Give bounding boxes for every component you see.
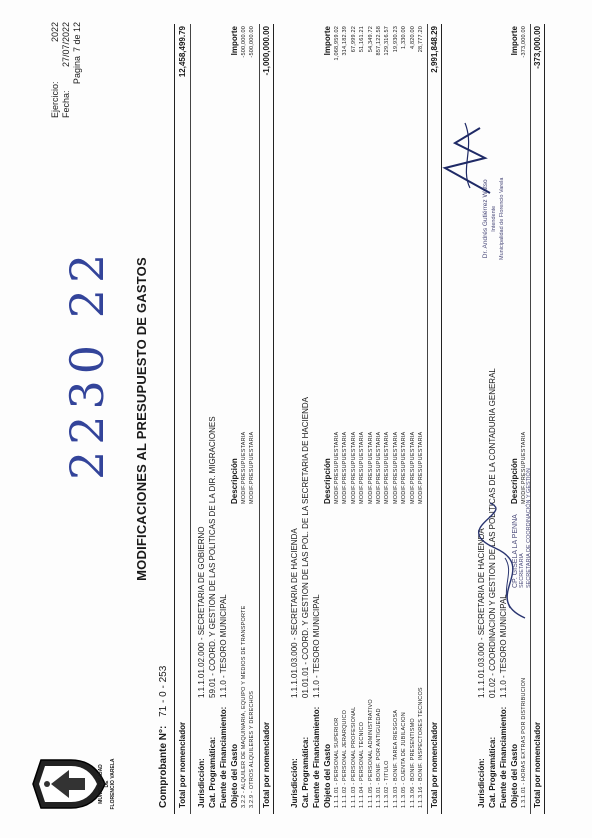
ejercicio-row: Ejercicio: 2022	[50, 22, 60, 118]
objeto-cell: 1.1.3.06 - BONIF. PRESENTISMO	[409, 718, 416, 808]
jurisdiccion-value: 1.1.1.01.02.000 - SECRETARIA DE GOBIERNO	[197, 526, 206, 698]
organization-name: MUNICIPALIDAD DE FLORENCIO VARELA	[98, 758, 116, 810]
objeto-header: Objeto del Gasto	[510, 743, 519, 808]
descripcion-cell: MODIF.PRESUPUESTARIA	[350, 431, 357, 504]
objeto-cell: 1.1.1.02 - PERSONAL JERARQUICO	[342, 709, 349, 808]
objeto-cell: 1.1.3.05 - CUENTA DE JUBILACION	[401, 712, 408, 808]
cat-programatica-value: 01.02 - COORDINACION Y GESTION DE LAS POLITICAS DE LA CONTADURIA GENERAL	[488, 368, 497, 698]
objeto-cell: 1.1.3.01 - BONIF. POR ANTIGUEDAD	[376, 708, 382, 808]
descripcion-cell: MODIF.PRESUPUESTARIA	[521, 431, 527, 504]
page-title: MODIFICACIONES AL PRESUPUESTO DE GASTOS	[134, 257, 149, 581]
importe-cell: 129,316.57	[384, 26, 391, 56]
cat-programatica-value: 01.01.01 - COORD. Y GESTION DE LAS POL. DE LA SECRETARIA DE HACIENDA	[301, 397, 310, 698]
fecha-row: Fecha: 27/07/2022	[61, 22, 71, 118]
cat-programatica-label: Cat. Programática:	[301, 736, 310, 808]
section-total-label: Total por nomenclador	[430, 721, 440, 808]
descripcion-cell: MODIF.PRESUPUESTARIA	[342, 431, 349, 504]
importe-cell: -500,000.00	[249, 26, 256, 58]
descripcion-cell: MODIF.PRESUPUESTARIA	[376, 431, 382, 504]
handwritten-reference-number: 2230 22	[60, 247, 114, 480]
importe-cell: 51,161.21	[359, 26, 366, 53]
divider	[530, 24, 531, 814]
divider	[190, 24, 191, 814]
descripcion-header: Descripción	[510, 458, 519, 504]
importe-cell: 4,820.00	[409, 26, 416, 50]
importe-cell: 857,122.58	[376, 26, 382, 56]
importe-cell: -500,000.00	[241, 26, 247, 58]
objeto-header: Objeto del Gasto	[323, 743, 332, 808]
divider	[174, 24, 175, 814]
pagina-row: Pagina 7 de 12	[72, 22, 82, 85]
right-signature-scribble	[440, 118, 500, 198]
fuente-financiamiento-label: Fuente de Financiamiento:	[219, 706, 228, 808]
descripcion-cell: MODIF.PRESUPUESTARIA	[392, 431, 399, 504]
section-total-value: -1,000,000.00	[261, 26, 271, 76]
descripcion-header: Descripción	[323, 458, 332, 504]
objeto-cell: 1.1.1.03 - PERSONAL PROFESIONAL	[350, 706, 357, 808]
jurisdiccion-label: Jurisdicción:	[290, 758, 299, 808]
divider	[273, 24, 274, 814]
descripcion-cell: MODIF.PRESUPUESTARIA	[334, 431, 340, 504]
divider	[544, 24, 545, 814]
descripcion-cell: MODIF.PRESUPUESTARIA	[367, 431, 374, 504]
objeto-cell: 1.1.1.05 - PERSONAL ADMINISTRATIVO	[367, 699, 374, 808]
cat-programatica-label: Cat. Programática:	[208, 736, 217, 808]
importe-cell: 19,930.23	[392, 26, 399, 53]
fuente-financiamiento-value: 1.1.0 - TESORO MUNICIPAL	[499, 594, 508, 698]
fuente-financiamiento-value: 1.1.0 - TESORO MUNICIPAL	[219, 594, 228, 698]
right-signature-stamp: Dr. Andrés Gutiérrez Watso Intendente Municipalidad de Florencio Varela	[482, 177, 505, 260]
jurisdiccion-value: 1.1.1.01.03.000 - SECRETARIA DE HACIENDA	[290, 528, 299, 698]
objeto-cell: 1.1.3.16 - BONIF. INSPECTORES TECNICOS	[418, 687, 424, 808]
divider	[259, 24, 260, 814]
section-total-value: -373,000.00	[533, 26, 543, 69]
total-value-top: 12,458,499.79	[178, 26, 187, 78]
objeto-cell: 1.1.1.01 - PERSONAL SUPERIOR	[334, 717, 340, 808]
fuente-financiamiento-label: Fuente de Financiamiento:	[312, 706, 321, 808]
objeto-header: Objeto del Gasto	[230, 743, 239, 808]
cat-programatica-value: 59.01 - COORD. Y GESTION DE LAS POLITICAS DE LA DIR. MIGRACIONES	[208, 416, 217, 698]
importe-cell: 1,068,959.02	[334, 26, 340, 61]
section-total-value: 2,991,848.29	[430, 26, 440, 73]
importe-cell: 314,182.39	[342, 26, 349, 56]
descripcion-cell: MODIF.PRESUPUESTARIA	[409, 431, 416, 504]
importe-header: Importe	[230, 26, 239, 56]
objeto-cell: 1.1.3.02 - TITULO	[384, 760, 391, 808]
comprobante-line: Comprobante N°: 71 - 0 - 253	[158, 665, 169, 808]
importe-cell: 67,999.22	[350, 26, 357, 53]
descripcion-cell: MODIF.PRESUPUESTARIA	[249, 431, 256, 504]
objeto-cell: 3.2.9 - OTROS ALQUILERES Y DERECHOS	[249, 690, 256, 808]
fuente-financiamiento-label: Fuente de Financiamiento:	[499, 706, 508, 808]
divider	[427, 24, 428, 814]
objeto-cell: 3.2.2 - ALQUILER DE MAQUINARIA, EQUIPO Y MEDIOS DE TRANSPORTE	[241, 605, 247, 808]
jurisdiccion-value: 1.1.1.01.03.000 - SECRETARIA DE HACIENDA	[477, 528, 486, 698]
importe-cell: 1,330.00	[401, 26, 408, 50]
descripcion-cell: MODIF.PRESUPUESTARIA	[241, 431, 247, 504]
importe-cell: -373,000.00	[521, 26, 527, 58]
jurisdiccion-label: Jurisdicción:	[197, 758, 206, 808]
objeto-cell: 1.3.1.01 - HORAS EXTRAS POR DISTRIBUCION	[521, 677, 527, 808]
cat-programatica-label: Cat. Programática:	[488, 736, 497, 808]
descripcion-cell: MODIF.PRESUPUESTARIA	[401, 431, 408, 504]
header-meta	[50, 22, 83, 118]
importe-cell: 54,349.72	[367, 26, 374, 53]
left-signature-stamp: CP. GISELA LA PENNA SECRETARIA SECRETARIA DE COORDINACIÓN Y GESTIÓN	[512, 468, 532, 588]
importe-header: Importe	[323, 26, 332, 56]
section-total-label: Total por nomenclador	[261, 721, 271, 808]
jurisdiccion-label: Jurisdicción:	[477, 758, 486, 808]
importe-cell: 28,777.20	[418, 26, 424, 53]
importe-header: Importe	[510, 26, 519, 56]
descripcion-cell: MODIF.PRESUPUESTARIA	[418, 431, 424, 504]
descripcion-cell: MODIF.PRESUPUESTARIA	[359, 431, 366, 504]
left-signature-scribble	[470, 498, 540, 628]
descripcion-cell: MODIF.PRESUPUESTARIA	[384, 431, 391, 504]
total-label-top: Total por nomenclador	[178, 721, 187, 808]
fuente-financiamiento-value: 1.1.0 - TESORO MUNICIPAL	[312, 594, 321, 698]
section-total-label: Total por nomenclador	[533, 721, 543, 808]
objeto-cell: 1.1.1.04 - PERSONAL TECNICO	[359, 721, 366, 808]
descripcion-header: Descripción	[230, 458, 239, 504]
objeto-cell: 1.1.3.03 - BONIF. TAREA RIESGOSA	[392, 709, 399, 808]
